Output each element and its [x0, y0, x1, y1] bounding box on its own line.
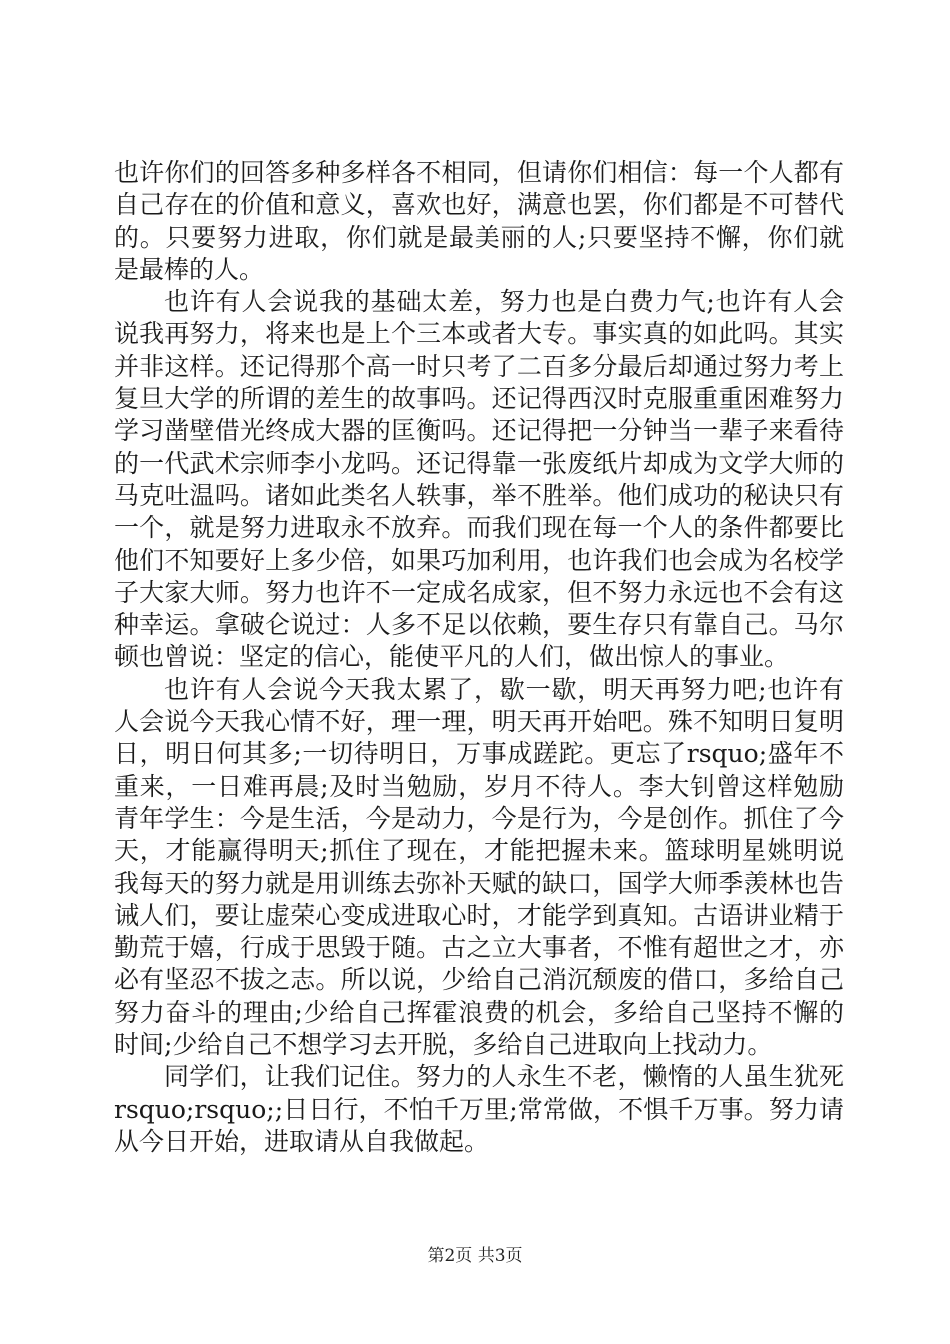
paragraph-3: 也许有人会说今天我太累了，歇一歇，明天再努力吧;也许有人会说今天我心情不好，理一理，明天再开始吧。殊不知明日复明日，明日何其多;一切待明日，万事成蹉跎。更忘了rsquo;盛年不重来，一日难再晨;及时当勉励，岁月不待人。李大钊曾这样勉励青年学生：今是生活，今是动力，今是行为，今是创作。抓住了今天，才能赢得明天;抓住了现在，才能把握未来。篮球明星姚明说我每天的努力就是用训练去弥补天赋的缺口，国学大师季羡林也告诫人们，要让虚荣心变成进取心时，才能学到真知。古语讲业精于勤荒于嬉，行成于思毁于随。古之立大事者，不惟有超世之才，亦必有坚忍不拔之志。所以说，少给自己消沉颓废的借口，多给自己努力奋斗的理由;少给自己挥霍浪费的机会，多给自己坚持不懈的时间;少给自己不想学习去开脱，多给自己进取向上找动力。: [114, 674, 844, 1060]
paragraph-4: 同学们，让我们记住。努力的人永生不老，懒惰的人虽生犹死rsquo;rsquo;;日日行，不怕千万里;常常做，不惧千万事。努力请从今日开始，进取请从自我做起。: [114, 1062, 844, 1156]
paragraph-1: 也许你们的回答多种多样各不相同，但请你们相信：每一个人都有自己存在的价值和意义，喜欢也好，满意也罢，你们都是不可替代的。只要努力进取，你们就是最美丽的人;只要坚持不懈，你们就是最棒的人。: [114, 158, 844, 284]
document-body: [114, 157, 844, 1158]
page-number-footer: 第2页 共3页: [427, 1246, 523, 1266]
paragraph-2: 也许有人会说我的基础太差，努力也是白费力气;也许有人会说我再努力，将来也是上个三本或者大专。事实真的如此吗。其实并非这样。还记得那个高一时只考了二百多分最后却通过努力考上复旦大学的所谓的差生的故事吗。还记得西汉时克服重重困难努力学习凿壁借光终成大器的匡衡吗。还记得把一分钟当一辈子来看待的一代武术宗师李小龙吗。还记得靠一张废纸片却成为文学大师的马克吐温吗。诸如此类名人轶事，举不胜举。他们成功的秘诀只有一个，就是努力进取永不放弃。而我们现在每一个人的条件都要比他们不知要好上多少倍，如果巧加利用，也许我们也会成为名校学子大家大师。努力也许不一定成名成家，但不努力永远也不会有这种幸运。拿破仑说过：人多不足以依赖，要生存只有靠自己。马尔顿也曾说：坚定的信心，能使平凡的人们，做出惊人的事业。: [114, 287, 844, 672]
